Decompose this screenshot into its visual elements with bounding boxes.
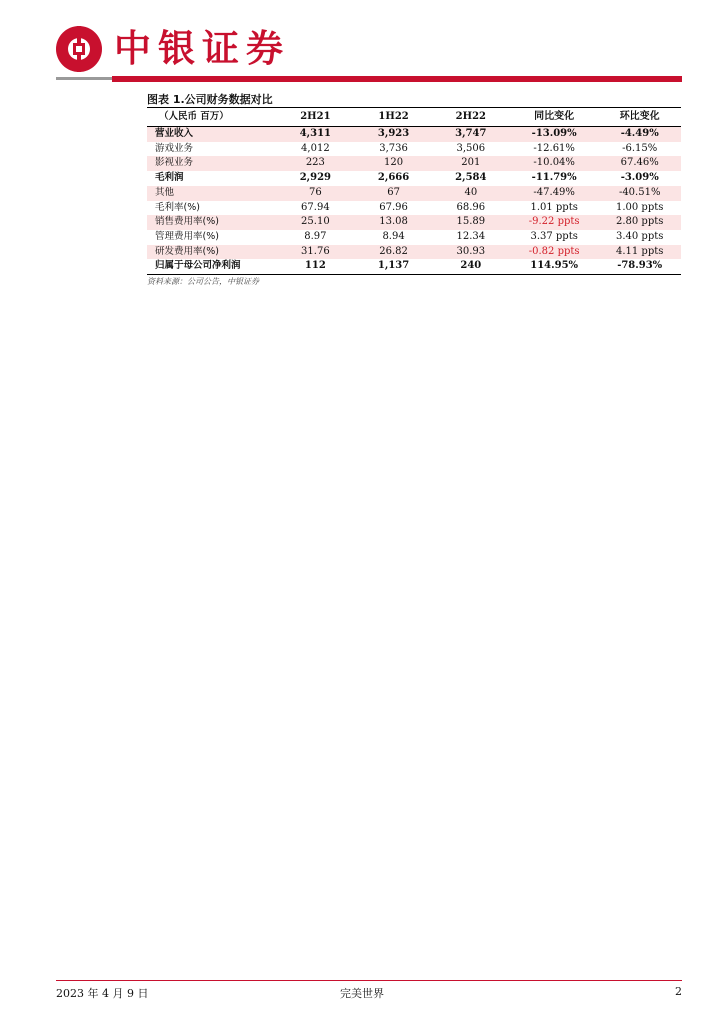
table-cell: -3.09% [620,172,659,184]
table-cell: 3,747 [432,127,510,142]
table-cell: 4,311 [275,127,355,142]
table-cell: 120 [355,156,431,171]
table-cell: -78.93% [598,259,681,274]
row-label: 归属于母公司净利润 [147,259,275,274]
data-source-note: 资料来源：公司公告，中银证券 [147,277,259,286]
brand-name: 中银证券 [114,27,290,70]
table-row [147,230,681,245]
row-label: 游戏业务 [155,142,194,154]
table-cell: -12.61% [533,142,575,154]
table-cell: -4.49% [598,127,681,142]
table-cell: -10.04% [510,156,598,171]
table-cell: 15.89 [432,215,510,230]
table-cell: 8.97 [304,230,327,242]
table-row [147,171,681,186]
table-row [147,142,681,157]
table-cell: 8.94 [382,230,405,242]
table-cell: 1,137 [355,259,431,274]
column-header: 环比变化 [598,108,681,127]
table-cell: 26.82 [355,245,431,260]
table-cell: 40 [432,186,510,201]
table-cell: -47.49% [510,186,598,201]
table-cell: 3.37 ppts [530,230,578,242]
column-header: 同比变化 [510,108,598,127]
table-cell: 1.00 ppts [615,201,664,213]
table-cell: 114.95% [510,259,598,274]
table-cell: 31.76 [275,245,355,260]
footer-rule [56,980,682,981]
table-row [147,215,681,230]
table-cell: 12.34 [456,230,486,242]
table-cell: 3,923 [355,127,431,142]
table-cell: 68.96 [456,201,486,213]
table-cell: 67.96 [379,201,408,213]
column-header: 2H21 [275,108,355,127]
table-cell: -40.51% [598,186,681,201]
table-cell: 112 [275,259,355,274]
row-label: 影视业务 [147,156,275,171]
table-cell: 201 [432,156,510,171]
page-number: 2 [675,985,682,998]
table-cell: 3,736 [379,142,408,154]
column-header: 2H22 [432,108,510,127]
table-cell: -9.22 ppts [510,215,598,230]
row-label: 其他 [147,186,275,201]
table-cell: 1.01 ppts [530,201,578,213]
table-row [147,186,681,201]
bank-of-china-logo-icon [56,26,102,72]
table-row [147,245,681,260]
table-cell: 3,506 [456,142,486,154]
table-cell: -6.15% [622,142,658,154]
column-header: （人民币 百万） [147,108,275,127]
row-label: 研发费用率(%) [147,245,275,260]
table-cell: 76 [275,186,355,201]
table-cell: 2.80 ppts [598,215,681,230]
table-header-row [147,108,681,127]
table-cell: 13.08 [355,215,431,230]
footer-company: 完美世界 [340,987,384,1000]
table-cell: 4.11 ppts [598,245,681,260]
row-label: 管理费用率(%) [155,230,219,242]
table-cell: 240 [432,259,510,274]
table-row [147,156,681,171]
table-row [147,259,681,274]
footer-date: 2023 年 4 月 9 日 [56,987,149,1000]
table-cell: 2,584 [455,172,487,184]
table-cell: -11.79% [531,172,577,184]
figure-caption: 图表 1.公司财务数据对比 [147,93,273,106]
table-row [147,201,681,216]
table-cell: 67 [355,186,431,201]
row-label: 销售费用率(%) [147,215,275,230]
table-body [147,127,681,275]
row-label: 营业收入 [147,127,275,142]
table-cell: 4,012 [301,142,330,154]
financial-comparison-table [147,107,681,275]
table-cell: 3.40 ppts [615,230,664,242]
table-row [147,127,681,142]
table-cell: 2,666 [377,172,410,184]
table-cell: -0.82 ppts [510,245,598,260]
header-rule-red [112,76,682,82]
table-cell: 223 [275,156,355,171]
table-cell: 30.93 [432,245,510,260]
table-cell: 67.46% [598,156,681,171]
table-cell: 67.94 [301,201,330,213]
table-cell: 2,929 [299,172,332,184]
table-cell: -13.09% [510,127,598,142]
row-label: 毛利率(%) [155,201,200,213]
column-header: 1H22 [355,108,431,127]
table-cell: 25.10 [275,215,355,230]
row-label: 毛利润 [155,172,184,184]
